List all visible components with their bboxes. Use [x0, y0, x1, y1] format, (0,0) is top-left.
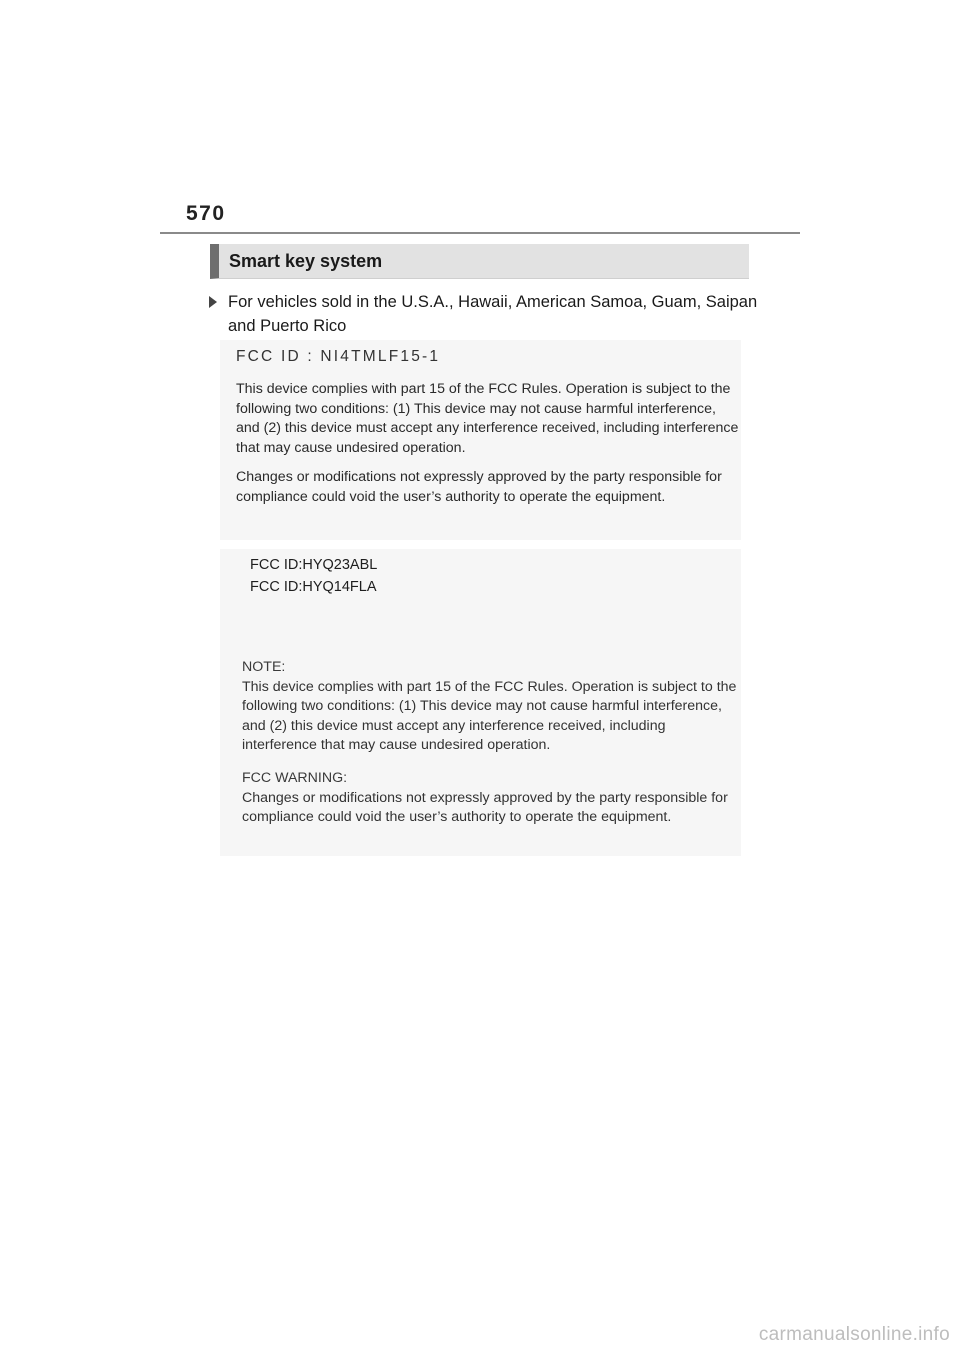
bullet-item [209, 290, 759, 338]
warning-text: Changes or modifications not expressly approved by the party responsible for compliance could void the user’s authority to operate the equipment. [242, 789, 728, 826]
fcc-id-hyq14fla: FCC ID:HYQ14FLA [250, 579, 377, 595]
modification-warning: Changes or modifications not expressly approved by the party responsible for compliance could void the user’s authority to operate the equipment. [236, 469, 722, 505]
note-heading: NOTE: [242, 659, 286, 675]
warning-heading: FCC WARNING: [242, 769, 348, 786]
arrow-bullet-icon [209, 296, 217, 308]
watermark: carmanualsonline.info [758, 1324, 950, 1345]
page-number: 570 [186, 202, 226, 225]
fcc-id: FCC ID : NI4TMLF15-1 [236, 348, 441, 365]
fcc-id-hyq23abl: FCC ID:HYQ23ABL [250, 557, 378, 573]
bullet-text: For vehicles sold in the U.S.A., Hawaii, American Samoa, Guam, Saipan and Puerto Rico [228, 293, 758, 335]
header-rule [160, 232, 800, 234]
note-text: This device complies with part 15 of the FCC Rules. Operation is subject to the following two conditions: (1) This device may not cause harmful interference, and (2) this device must accept any interference received, including interference that may cause undesired operation. [242, 678, 737, 754]
compliance-statement: This device complies with part 15 of the FCC Rules. Operation is subject to the following two conditions: (1) This device may not cause harmful interference, and (2) this device must accept any interference received, including interference that may cause undesired operation. [236, 381, 739, 456]
fcc-label-ni4tmlf15 [220, 340, 741, 540]
fcc-label-hyq [220, 549, 741, 856]
section-heading: Smart key system [210, 244, 749, 279]
